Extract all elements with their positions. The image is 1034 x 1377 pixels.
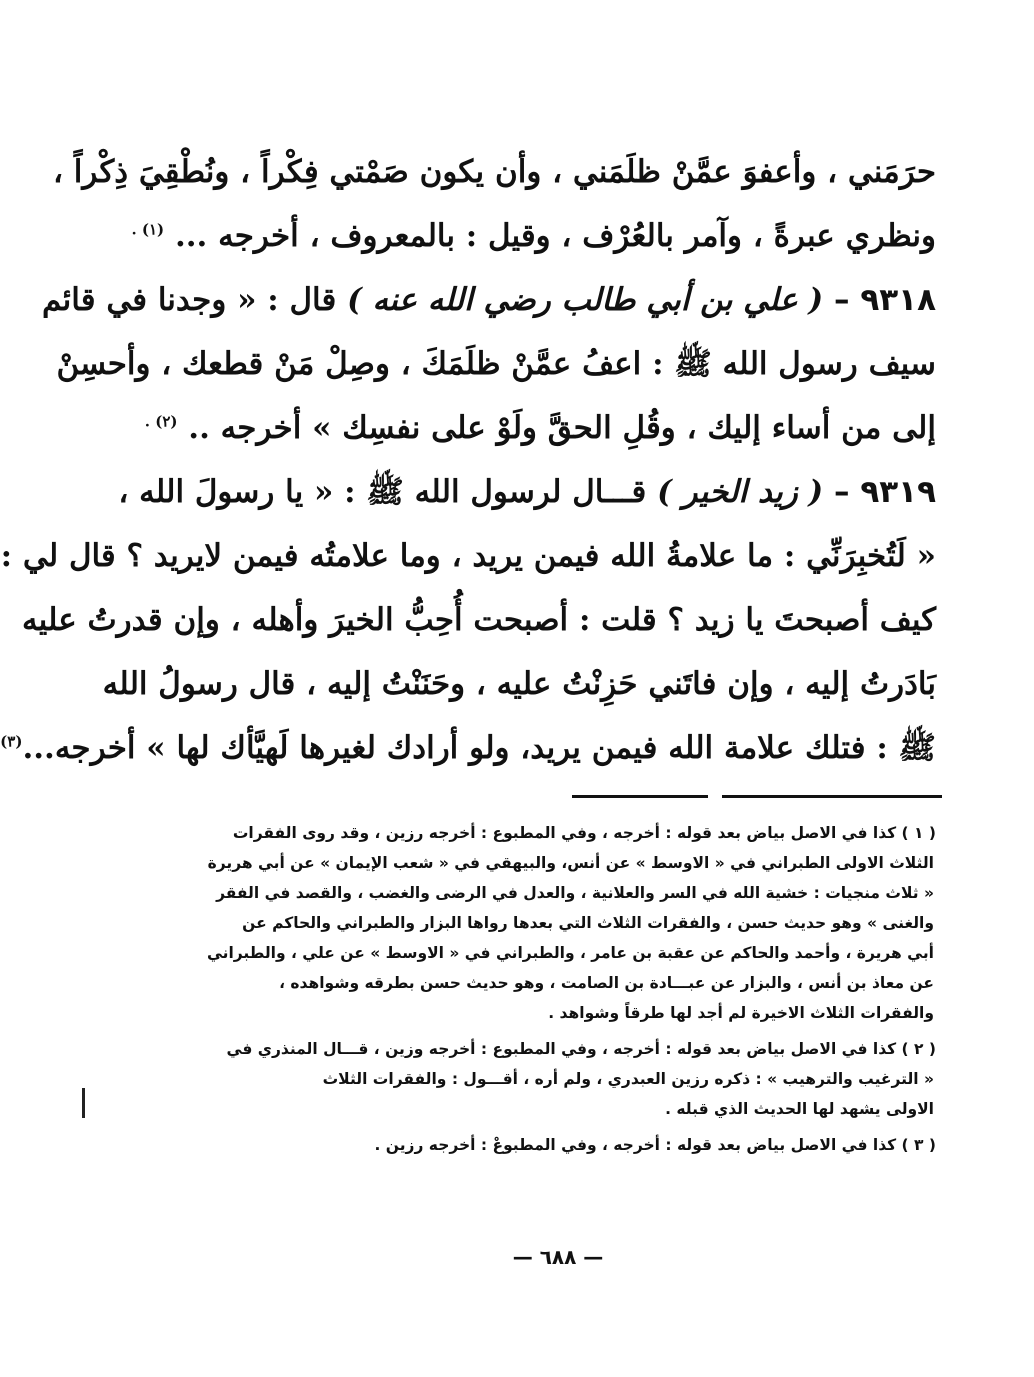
hadith-narrator: ( علي بن أبي طالب رضي الله عنه ) bbox=[347, 282, 824, 318]
hadith-number: ٩٣١٨ – bbox=[834, 282, 936, 318]
main-text bbox=[0, 140, 936, 780]
footnote-1 bbox=[194, 818, 936, 1028]
text-line: كيف أصبحتَ يا زيد ؟ قلت : أصبحت أُحِبُّ الخيرَ وأهله ، وإن قدرتُ عليه bbox=[21, 602, 936, 638]
hadith-9318-header: ٩٣١٨ – ( علي بن أبي طالب رضي الله عنه ) قال : « وجدنا في قائم bbox=[42, 282, 936, 318]
footnote-line: ( ٢ ) كذا في الاصل بياض بعد قوله : أخرجه ، وفي المطبوع : أخرجه وزين ، قـــال المنذري في bbox=[226, 1040, 936, 1058]
footnote-2 bbox=[194, 1034, 936, 1124]
footnote-line: عن معاذ بن أنس ، والبزار عن عبـــادة بن الصامت ، وهو حديث حسن بطرقه وشواهده ، bbox=[279, 974, 934, 992]
footnote-line: أبي هريرة ، وأحمد والحاكم عن عقبة بن عامر ، والطبراني في « الاوسط » عن علي ، والطبراني bbox=[206, 944, 934, 962]
text-line: سيف رسول الله ﷺ : اعفُ عمَّنْ ظلَمَكَ ، وصِلْ مَنْ قطعك ، وأحسِنْ bbox=[56, 346, 936, 382]
hadith-narrator: ( زيد الخير ) bbox=[657, 474, 824, 510]
footnote-line: والغنى » وهو حديث حسن ، والفقرات الثلاث التي بعدها رواها البزار والطبراني والحاكم عن bbox=[242, 914, 934, 932]
footnote-3 bbox=[194, 1130, 936, 1160]
footnote-ref: (١) . bbox=[131, 220, 165, 239]
footnote-ref: (٣) bbox=[0, 732, 23, 751]
text-line: « لَتُخبِرَنِّي : ما علامةُ الله فيمن يريد ، وما علامتُه فيمن لايريد ؟ قال لي : bbox=[0, 538, 936, 574]
footnote-divider bbox=[572, 795, 942, 798]
footnote-line: « ثلاث منجيات : خشية الله في السر والعلانية ، والعدل في الرضى والغضب ، والقصد في الفقر bbox=[216, 884, 934, 902]
footnote-line: الاولى يشهد لها الحديث الذي قبله . bbox=[665, 1100, 934, 1118]
text-line: ونظري عبرةً ، وآمر بالعُرْف ، وقيل : بالمعروف ، أخرجه ... $^{(١) .}$ bbox=[131, 218, 936, 254]
footnote-line: والفقرات الثلاث الاخيرة لم أجد لها طرقاً وشواهد . bbox=[548, 1004, 934, 1022]
footnote-ref: (٢) . bbox=[144, 412, 178, 431]
footnote-line: الثلاث الاولى الطبراني في « الاوسط » عن أنس، والبيهقي في « شعب الإيمان » عن أبي هريرة bbox=[207, 854, 934, 872]
scan-margin-mark bbox=[82, 1088, 85, 1118]
text-line: بَادَرتُ إليه ، وإن فاتَني حَزِنْتُ عليه ، وحَنَنْتُ إليه ، قال رسولُ الله bbox=[102, 666, 936, 702]
footnote-line: ( ٣ ) كذا في الاصل بياض بعد قوله : أخرجه ، وفي المطبوعْ : أخرجه رزين . bbox=[374, 1136, 936, 1154]
text-line: ﷺ : فتلك علامة الله فيمن يريد، ولو أرادك لغيرها لَهيَّأك لها » أخرجه...$^{(٣)}$ bbox=[0, 730, 936, 766]
hadith-number: ٩٣١٩ – bbox=[834, 474, 936, 510]
footnote-line: ( ١ ) كذا في الاصل بياض بعد قوله : أخرجه ، وفي المطبوع : أخرجه رزين ، وقد روى الفقرات bbox=[232, 824, 936, 842]
page-number: — ٦٨٨ — bbox=[512, 1245, 604, 1269]
divider-gap bbox=[708, 792, 722, 800]
text-line: حرَمَني ، وأعفوَ عمَّنْ ظلَمَني ، وأن يكون صَمْتي فِكْراً ، ونُطْقِيَ ذِكْراً ، bbox=[52, 154, 936, 190]
footnote-line: « الترغيب والترهيب » : ذكره رزين العبدري ، ولم أره ، أقـــول : والفقرات الثلاث bbox=[322, 1070, 934, 1088]
text-line: إلى من أساء إليك ، وقُلِ الحقَّ ولَوْ على نفسِك » أخرجه .. $^{(٢) .}$ bbox=[144, 410, 936, 446]
footnotes bbox=[194, 818, 936, 1166]
hadith-9319-header: ٩٣١٩ – ( زيد الخير ) قـــال لرسول الله ﷺ : « يا رسولَ الله ، bbox=[118, 474, 936, 510]
